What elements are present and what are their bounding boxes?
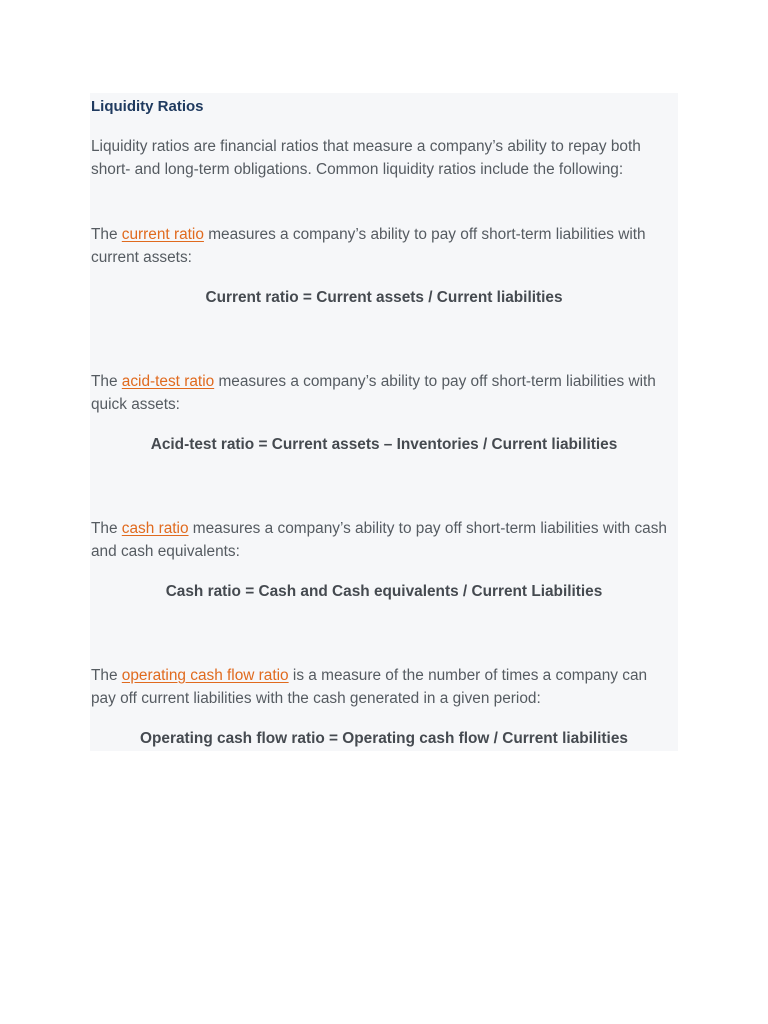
- page-title: Liquidity Ratios: [91, 98, 204, 115]
- acid-test-ratio-formula: Acid-test ratio = Current assets – Inventories / Current liabilities: [150, 436, 618, 453]
- current-ratio-link[interactable]: current ratio: [121, 226, 204, 243]
- description-prefix: The: [91, 667, 122, 684]
- intro-paragraph: Liquidity ratios are financial ratios that measure a company’s ability to repay both short- and long-term obligations. Common liquidity ratios include the following:: [91, 138, 641, 178]
- description-prefix: The: [91, 520, 122, 537]
- cash-ratio-link[interactable]: cash ratio: [121, 520, 189, 537]
- description-text: measures a company’s ability to pay off short-term liabilities with cash and cash equivalents:: [91, 520, 667, 560]
- current-ratio-description: [90, 223, 678, 269]
- description-text: measures a company’s ability to pay off short-term liabilities with current assets:: [91, 226, 646, 266]
- cash-ratio-description: [90, 517, 678, 563]
- section-cash-ratio: [90, 517, 678, 603]
- section-acid-test-ratio: [90, 370, 678, 456]
- description-text: measures a company’s ability to pay off short-term liabilities with quick assets:: [91, 373, 656, 413]
- acid-test-ratio-description: [90, 370, 678, 416]
- operating-cash-flow-ratio-link[interactable]: operating cash flow ratio: [121, 667, 289, 684]
- description-prefix: The: [91, 373, 122, 390]
- current-ratio-formula: Current ratio = Current assets / Current liabilities: [205, 289, 563, 306]
- description-text: is a measure of the number of times a company can pay off current liabilities with the cash generated in a given period:: [91, 667, 648, 707]
- acid-test-ratio-link[interactable]: acid-test ratio: [121, 373, 215, 390]
- operating-cash-flow-ratio-description: [90, 664, 678, 710]
- section-operating-cash-flow-ratio: [90, 664, 678, 750]
- section-current-ratio: [90, 223, 678, 309]
- description-prefix: The: [91, 226, 122, 243]
- operating-cash-flow-ratio-formula: Operating cash flow ratio = Operating cash flow / Current liabilities: [140, 730, 628, 747]
- cash-ratio-formula: Cash ratio = Cash and Cash equivalents / Current Liabilities: [165, 583, 603, 600]
- liquidity-ratios-article: [90, 93, 678, 751]
